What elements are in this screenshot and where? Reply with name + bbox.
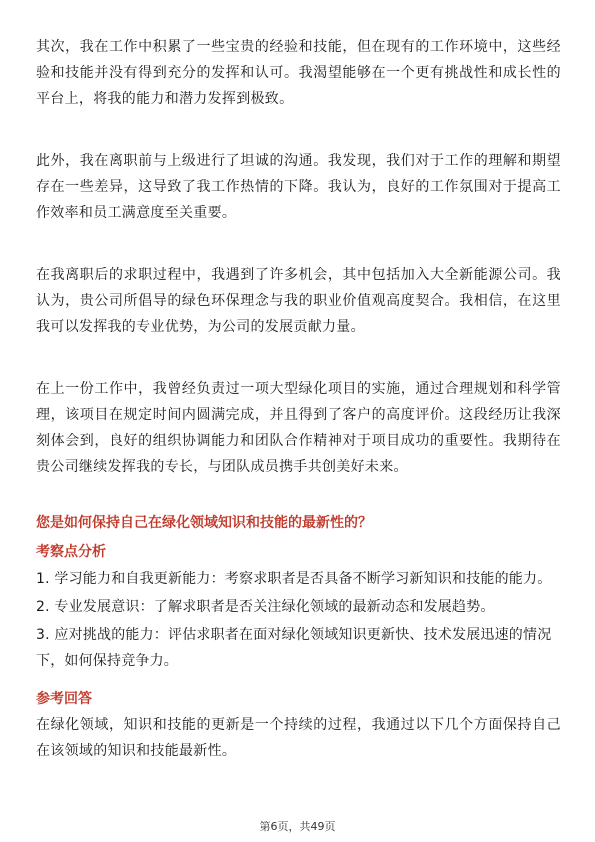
analysis-item: 1. 学习能力和自我更新能力：考察求职者是否具备不断学习新知识和技能的能力。 bbox=[36, 571, 552, 587]
paragraph-project: 在上一份工作中，我曾经负责过一项大型绿化项目的实施，通过合理规划和科学管理，该项目在规定时间内圆满完成，并且得到了客户的高度评价。这段经历让我深刻体会到，良好的组织协调能力和团队合作精神对于项目成功的重要性。我期待在贵公司继续发挥我的专长，与团队成员携手共创美好未来。 bbox=[36, 381, 561, 475]
answer-text: 在绿化领域，知识和技能的更新是一个持续的过程，我通过以下几个方面保持自己在该领域的知识和技能最新性。 bbox=[36, 717, 561, 759]
analysis-title: 考察点分析 bbox=[36, 544, 106, 560]
paragraph-communication: 此外，我在离职前与上级进行了坦诚的沟通。我发现，我们对于工作的理解和期望存在一些差异，这导致了我工作热情的下降。我认为，良好的工作氛围对于提高工作效率和员工满意度至关重要。 bbox=[36, 153, 561, 221]
answer-title: 参考回答 bbox=[36, 691, 92, 707]
analysis-item: 3. 应对挑战的能力：评估求职者在面对绿化领域知识更新快、技术发展迅速的情况下，如何保持竞争力。 bbox=[36, 627, 552, 669]
paragraph-job-search: 在我离职后的求职过程中，我遇到了许多机会，其中包括加入大全新能源公司。我认为，贵公司所倡导的绿色环保理念与我的职业价值观高度契合。我相信，在这里我可以发挥我的专业优势，为公司的发展贡献力量。 bbox=[36, 267, 561, 335]
paragraph-experience: 其次，我在工作中积累了一些宝贵的经验和技能，但在现有的工作环境中，这些经验和技能并没有得到充分的发挥和认可。我渴望能够在一个更有挑战性和成长性的平台上，将我的能力和潜力发挥到极致。 bbox=[36, 39, 561, 107]
page-number: 第6页，共49页 bbox=[259, 820, 336, 833]
question-heading: 您是如何保持自己在绿化领域知识和技能的最新性的？ bbox=[36, 515, 372, 531]
analysis-item: 2. 专业发展意识：了解求职者是否关注绿化领域的最新动态和发展趋势。 bbox=[36, 599, 495, 615]
